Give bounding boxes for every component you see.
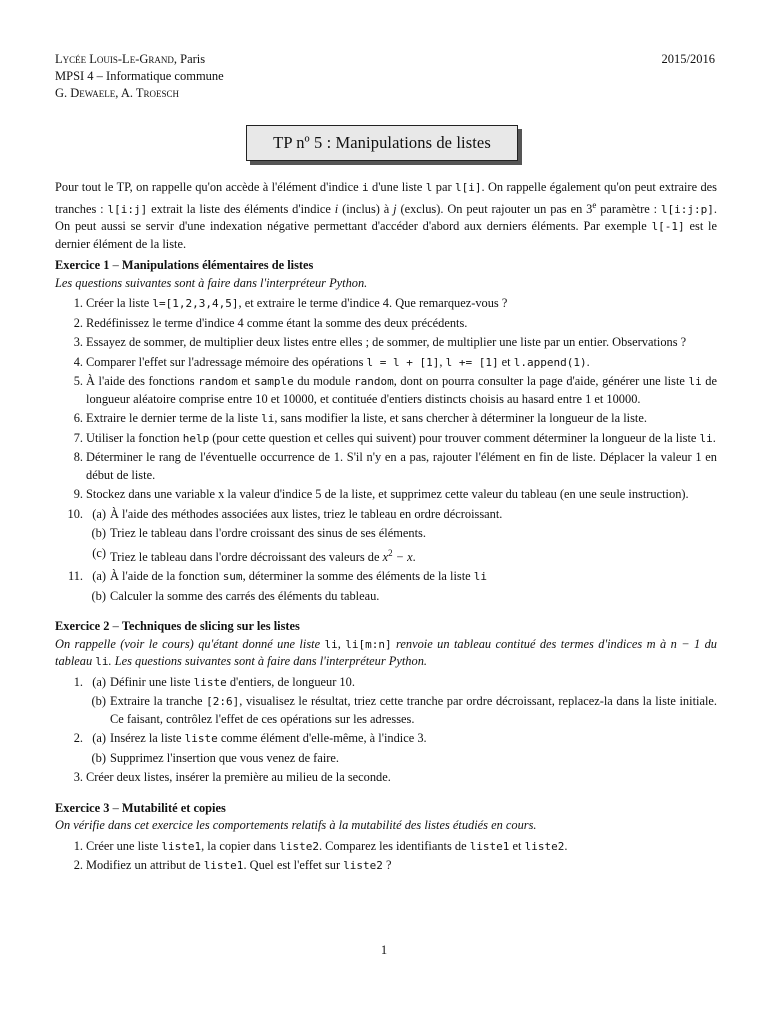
question-number: 8. <box>73 450 83 465</box>
subquestion <box>55 545 717 567</box>
subquestion <box>55 693 717 728</box>
inline-code: li <box>95 655 109 669</box>
question <box>55 354 717 372</box>
question-number: 5. <box>73 374 83 389</box>
school-name: Lycée Louis-Le-Grand <box>55 52 174 66</box>
question <box>55 769 717 787</box>
question-text: Créer deux listes, insérer la première au milieu de la seconde. <box>86 770 391 785</box>
question-text: Stockez dans une variable x la valeur d'indice 5 de la liste, et supprimez cette valeur du tableau (en une seule instruction). <box>86 487 689 502</box>
exercise-3-subtitle: On vérifie dans cet exercice les comportements relatifs à la mutabilité des listes étudiés en cours. <box>55 818 537 833</box>
math-var: x <box>382 549 389 564</box>
question-text: ? <box>382 858 392 873</box>
subquestion-letter: (a) <box>92 569 106 584</box>
inline-code: liste2 <box>524 839 565 853</box>
intro-text: par <box>432 180 455 194</box>
inline-code: li <box>473 570 488 584</box>
subquestion <box>55 750 717 768</box>
inline-code: li <box>699 431 713 445</box>
subquestion-letter: (a) <box>92 506 106 521</box>
subquestion-letter: (b) <box>91 526 106 541</box>
inline-code: l <box>425 181 433 194</box>
math-var: i <box>334 201 339 216</box>
class-line: MPSI 4 – Informatique commune <box>55 69 224 83</box>
subquestion <box>55 588 717 606</box>
subquestion-letter: (c) <box>92 545 106 560</box>
question-text: , dont on pourra consulter la page d'aide, générer une liste <box>393 374 689 389</box>
question-text: d'entiers, de longueur 10. <box>226 674 355 689</box>
question <box>55 295 717 313</box>
math-var: − x <box>392 549 413 564</box>
inline-code: liste <box>184 732 218 746</box>
intro-text: est le dernier élément de la liste. <box>55 219 718 251</box>
question <box>55 315 717 333</box>
intro-text: . On peut aussi se servir d'une indexation négative permettant d'accéder d'abord aux derniers éléments. Par exemple <box>55 201 717 234</box>
question-text: . <box>712 430 716 445</box>
exercise-1-questions <box>55 295 717 605</box>
subtitle-text: à <box>655 636 671 651</box>
school-line: Lycée Louis-Le-Grand, Paris <box>55 52 206 66</box>
question <box>55 486 717 504</box>
math-var: m <box>646 636 656 651</box>
intro-text: . On rappelle également qu'on peut extraire des tranches : <box>55 180 717 216</box>
question-text: Triez le tableau dans l'ordre croissant des sinus de ses éléments. <box>110 526 426 541</box>
question <box>55 857 717 875</box>
subquestion <box>55 568 717 586</box>
question-text: du module <box>293 374 355 389</box>
question-text: Créer la liste <box>86 296 153 311</box>
question-text: , <box>439 354 446 369</box>
question-text: Déterminer le rang de l'éventuelle occurrence de 1. S'il n'y en a pas, rajouter l'élément en fin de liste. Déplacer la valeur 1 en début de liste. <box>86 450 717 482</box>
question-text: . Comparez les identifiants de <box>318 838 470 853</box>
inline-code: l.append(1) <box>513 355 587 369</box>
school-year: 2015/2016 <box>661 52 715 66</box>
intro-text: paramètre : <box>596 201 661 216</box>
inline-code: liste2 <box>343 859 383 873</box>
exercise-title: Manipulations élémentaires de listes <box>121 258 314 273</box>
intro-text: Pour tout le TP, on rappelle qu'on accède à l'élément d'indice <box>55 180 362 194</box>
inline-code: l[i:j:p] <box>660 202 714 216</box>
exercise-2-questions <box>55 674 717 787</box>
question-text: Supprimez l'insertion que vous venez de faire. <box>110 750 339 765</box>
question-text: Essayez de sommer, de multiplier deux listes entre elles ; de sommer, de multiplier une liste par un entier. Observations ? <box>86 335 687 350</box>
question-number: 6. <box>73 411 83 426</box>
school-city: Paris <box>180 52 206 66</box>
inline-code: sample <box>254 375 294 389</box>
question-number: 2. <box>73 731 83 746</box>
exercise-3-questions <box>55 838 717 875</box>
inline-code: random <box>354 375 394 389</box>
inline-code: liste1 <box>161 839 202 853</box>
document-header <box>55 51 715 102</box>
subquestion-letter: (a) <box>92 731 106 746</box>
question-text: Modifiez un attribut de <box>86 858 204 873</box>
inline-code: liste1 <box>203 859 244 873</box>
question-text: . Quel est l'effet sur <box>243 858 344 873</box>
question-text: Créer une liste <box>86 838 162 853</box>
question-text: de longueur aléatoire comprise entre 10 et 10000, et contituée d'entiers distincts choisis au hasard entre 1 et 10000. <box>86 374 717 406</box>
inline-code: i <box>361 181 369 194</box>
inline-code: l=[1,2,3,4,5] <box>152 297 239 311</box>
question-text: , visualisez le résultat, triez cette tranche par ordre décroissant, replacez-la dans la liste initiale. Ce faisant, contrôlez l'effet de ces opérations sur les adresses. <box>110 694 717 726</box>
question <box>55 449 717 484</box>
question-number: 9. <box>73 487 83 502</box>
question-text: , déterminer la somme des éléments de la liste <box>242 569 474 584</box>
question-text: . <box>564 838 568 853</box>
exercise-label: Exercice 2 <box>55 619 110 634</box>
inline-code: l = l + [1] <box>366 355 440 369</box>
subtitle-text: renvoie un tableau contitué des termes d'indices <box>391 636 647 651</box>
subquestion <box>55 674 717 692</box>
subquestion <box>55 506 717 524</box>
inline-code: l[-1] <box>651 220 685 234</box>
question-text: comme élément d'elle-même, à l'indice 3. <box>217 731 427 746</box>
exercise-label: Exercice 3 <box>55 800 110 815</box>
question-text: et <box>509 838 525 853</box>
inline-code: random <box>198 375 238 389</box>
question-text: Extraire le dernier terme de la liste <box>86 411 262 426</box>
question-text: Insérez la liste <box>110 731 185 746</box>
question <box>55 373 717 408</box>
inline-code: help <box>182 431 210 445</box>
subquestion <box>55 730 717 748</box>
question-number: 2. <box>73 315 83 330</box>
page-title: TP nº 5 : Manipulations de listes <box>246 125 518 161</box>
page-number: 1 <box>380 943 388 957</box>
question <box>55 838 717 856</box>
question-number: 1. <box>73 838 83 853</box>
question <box>55 334 717 352</box>
intro-text: d'une liste <box>368 180 426 194</box>
inline-code: l[i:j] <box>107 202 148 216</box>
question-text: Triez le tableau dans l'ordre décroissant des valeurs de <box>110 549 383 564</box>
subtitle-text: . Les questions suivantes sont à faire dans l'interpréteur Python. <box>108 654 427 669</box>
question-text: Extraire la tranche <box>110 694 207 709</box>
question <box>55 410 717 428</box>
inline-code: liste <box>193 675 227 689</box>
exercise-3-heading: Exercice 3 – Mutabilité et copies <box>55 800 226 815</box>
subquestion <box>55 525 717 543</box>
question-text: À l'aide des fonctions <box>86 374 199 389</box>
inline-code: li[m:n] <box>345 637 392 651</box>
question-text: et <box>498 354 514 369</box>
question-number: 11. <box>67 569 83 584</box>
question-text: Comparer l'effet sur l'adressage mémoire des opérations <box>86 354 367 369</box>
exponent: 2 <box>388 547 393 558</box>
question <box>55 430 717 448</box>
subquestion-letter: (a) <box>92 674 106 689</box>
inline-code: li <box>261 412 275 426</box>
exercise-2-heading: Exercice 2 – Techniques de slicing sur les listes <box>55 619 300 634</box>
exercise-title: Mutabilité et copies <box>121 800 226 815</box>
authors-line: G. Dewaele, A. Troesch <box>55 86 180 100</box>
intro-text: (exclus). On peut rajouter un pas en 3 <box>396 201 593 216</box>
exercise-1-heading: Exercice 1 – Manipulations élémentaires de listes <box>55 258 314 273</box>
question-number: 3. <box>73 770 83 785</box>
question-text: Définir une liste <box>110 674 194 689</box>
subtitle-text: On rappelle (voir le cours) qu'étant donné une liste <box>55 636 325 651</box>
inline-code: l[i] <box>454 181 482 194</box>
intro-paragraph <box>55 179 717 253</box>
question-number: 10. <box>67 506 83 521</box>
question-number: 2. <box>73 858 83 873</box>
intro-text: (inclus) à <box>338 201 394 216</box>
inline-code: liste2 <box>279 839 319 853</box>
question-text: Utiliser la fonction <box>86 430 183 445</box>
question-text: et <box>237 374 254 389</box>
exercise-1-subtitle: Les questions suivantes sont à faire dans l'interpréteur Python. <box>55 275 368 290</box>
inline-code: liste1 <box>469 839 510 853</box>
inline-code: sum <box>222 570 243 584</box>
question-number: 3. <box>73 335 83 350</box>
intro-text: extrait la liste des éléments d'indice <box>147 201 335 216</box>
question-text: , la copier dans <box>201 838 280 853</box>
inline-code: l += [1] <box>445 355 499 369</box>
inline-code: li <box>688 375 702 389</box>
question-text: À l'aide de la fonction <box>110 569 223 584</box>
question-text: À l'aide des méthodes associées aux listes, triez le tableau en ordre décroissant. <box>110 506 503 521</box>
question-number: 1. <box>73 674 83 689</box>
subquestion-letter: (b) <box>91 694 106 709</box>
question-text: . <box>412 549 416 564</box>
inline-code: [2:6] <box>206 695 240 709</box>
question-text: , et extraire le terme d'indice 4. Que remarquez-vous ? <box>238 296 508 311</box>
question-number: 7. <box>73 430 83 445</box>
question-text: Calculer la somme des carrés des éléments du tableau. <box>110 588 380 603</box>
question-number: 4. <box>73 354 83 369</box>
document-body <box>55 179 717 877</box>
inline-code: li <box>324 637 338 651</box>
math-var: j <box>393 201 397 216</box>
question-text: (pour cette question et celles qui suivent) pour trouver comment déterminer la longueur de la liste <box>209 430 700 445</box>
question-number: 1. <box>73 296 83 311</box>
question-text: Redéfinissez le terme d'indice 4 comme étant la somme des deux précédents. <box>86 315 468 330</box>
question-text: . <box>586 354 590 369</box>
subquestion-letter: (b) <box>91 588 106 603</box>
ordinal-superscript: e <box>592 199 597 210</box>
exercise-2-subtitle <box>55 636 717 671</box>
exercise-label: Exercice 1 <box>55 258 110 273</box>
exercise-title: Techniques de slicing sur les listes <box>121 619 300 634</box>
subquestion-letter: (b) <box>91 750 106 765</box>
math-var: n − 1 <box>670 636 701 651</box>
title-frame <box>246 125 522 165</box>
subtitle-text: , <box>337 636 346 651</box>
subtitle-text: du tableau <box>55 636 717 669</box>
question-text: , sans modifier la liste, et sans chercher à déterminer la longueur de la liste. <box>274 411 647 426</box>
